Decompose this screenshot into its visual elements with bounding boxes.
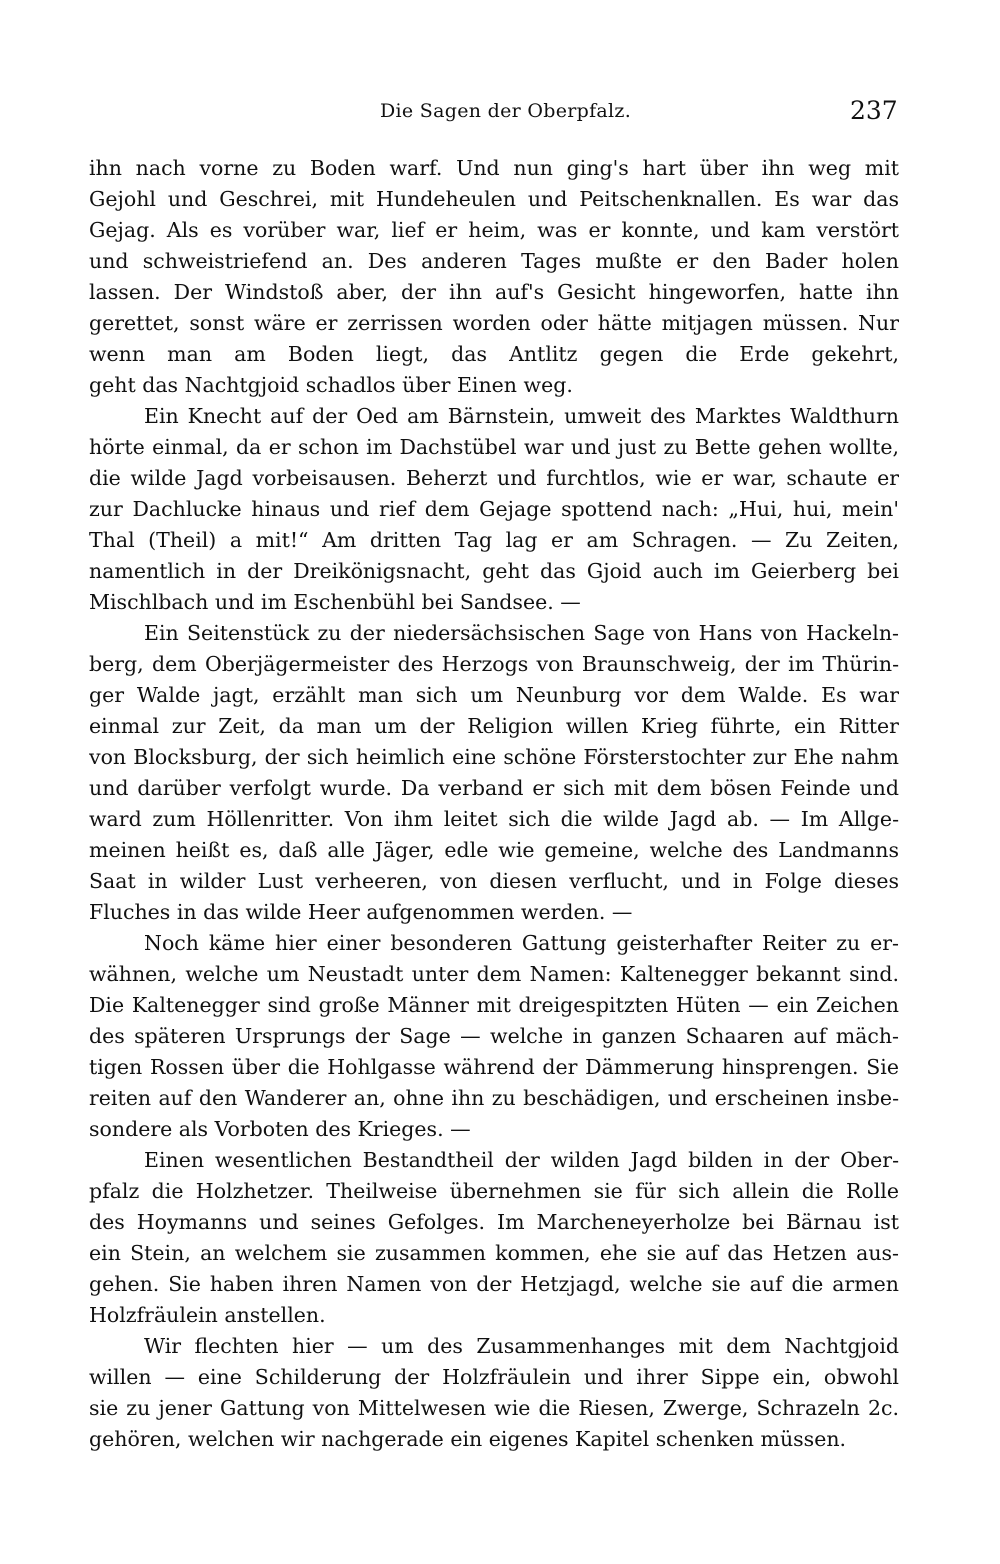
text-line: Ein Seitenstück zu der niedersächsischen Sage von Hans von Hackeln- [144,621,899,645]
text-line: berg, dem Oberjägermeister des Herzogs von Braunschweig, der im Thürin- [89,652,899,676]
text-line: zur Dachlucke hinaus und rief dem Gejage spottend nach: „Hui, hui, mein' [89,497,899,521]
text-line: gehen. Sie haben ihren Namen von der Hetzjagd, welche sie auf die armen [89,1272,899,1296]
text-line: geht das Nachtgjoid schadlos über Einen weg. [89,373,573,397]
text-line: Mischlbach und im Eschenbühl bei Sandsee. — [89,590,581,614]
text-line: wähnen, welche um Neustadt unter dem Namen: Kaltenegger bekannt sind. [89,962,899,986]
text-line: und schweistriefend an. Des anderen Tages mußte er den Bader holen [89,249,899,273]
text-line: Wir flechten hier — um des Zusammenhanges mit dem Nachtgjoid [144,1334,899,1358]
text-line: Holzfräulein anstellen. [89,1303,326,1327]
text-line: von Blocksburg, der sich heimlich eine schöne Försterstochter zur Ehe nahm [89,745,899,769]
text-line: ger Walde jagt, erzählt man sich um Neunburg vor dem Walde. Es war [89,683,899,707]
text-line: Saat in wilder Lust verheeren, von diesen verflucht, und in Folge dieses [89,869,899,893]
text-line: Thal (Theil) a mit!“ Am dritten Tag lag er am Schragen. — Zu Zeiten, [89,528,899,552]
text-line: meinen heißt es, daß alle Jäger, edle wie gemeine, welche des Landmanns [89,838,899,862]
text-line: und darüber verfolgt wurde. Da verband er sich mit dem bösen Feinde und [89,776,899,800]
text-line: gerettet, sonst wäre er zerrissen worden oder hätte mitjagen müssen. Nur [89,311,899,335]
text-line: wenn man am Boden liegt, das Antlitz gegen die Erde gekehrt, [89,342,899,366]
text-line: namentlich in der Dreikönigsnacht, geht das Gjoid auch im Geierberg bei [89,559,899,583]
page-number: 237 [850,96,898,125]
text-line: einmal zur Zeit, da man um der Religion willen Krieg führte, ein Ritter [89,714,899,738]
text-line: des späteren Ursprungs der Sage — welche in ganzen Schaaren auf mäch- [89,1024,899,1048]
text-line: hörte einmal, da er schon im Dachstübel war und just zu Bette gehen wollte, [89,435,899,459]
text-line: lassen. Der Windstoß aber, der ihn auf's Gesicht hingeworfen, hatte ihn [89,280,899,304]
text-line: gehören, welchen wir nachgerade ein eigenes Kapitel schenken müssen. [89,1427,847,1451]
text-line: Die Kaltenegger sind große Männer mit dreigespitzten Hüten — ein Zeichen [89,993,899,1017]
text-line: tigen Rossen über die Hohlgasse während der Dämmerung hinsprengen. Sie [89,1055,899,1079]
text-line: Gejag. Als es vorüber war, lief er heim, was er konnte, und kam verstört [89,218,899,242]
text-line: ihn nach vorne zu Boden warf. Und nun ging's hart über ihn weg mit [89,156,899,180]
text-line: Noch käme hier einer besonderen Gattung geisterhafter Reiter zu er- [144,931,899,955]
text-line: Ein Knecht auf der Oed am Bärnstein, umweit des Marktes Waldthurn [144,404,899,428]
running-title: Die Sagen der Oberpfalz. [380,100,632,122]
text-line: ward zum Höllenritter. Von ihm leitet sich die wilde Jagd ab. — Im Allge- [89,807,899,831]
text-line: Fluches in das wilde Heer aufgenommen werden. — [89,900,633,924]
text-line: sie zu jener Gattung von Mittelwesen wie die Riesen, Zwerge, Schrazeln 2c. [89,1396,899,1420]
text-line: sondere als Vorboten des Krieges. — [89,1117,471,1141]
text-line: Gejohl und Geschrei, mit Hundeheulen und Peitschenknallen. Es war das [89,187,899,211]
text-line: ein Stein, an welchem sie zusammen kommen, ehe sie auf das Hetzen aus- [89,1241,899,1265]
text-line: reiten auf den Wanderer an, ohne ihn zu beschädigen, und erscheinen insbe- [89,1086,899,1110]
text-line: pfalz die Holzhetzer. Theilweise übernehmen sie für sich allein die Rolle [89,1179,899,1203]
text-line: des Hoymanns und seines Gefolges. Im Marcheneyerholze bei Bärnau ist [89,1210,899,1234]
text-line: Einen wesentlichen Bestandtheil der wilden Jagd bilden in der Ober- [144,1148,899,1172]
text-line: die wilde Jagd vorbeisausen. Beherzt und furchtlos, wie er war, schaute er [89,466,899,490]
body-text [89,153,899,1455]
text-line: willen — eine Schilderung der Holzfräulein und ihrer Sippe ein, obwohl [89,1365,899,1389]
